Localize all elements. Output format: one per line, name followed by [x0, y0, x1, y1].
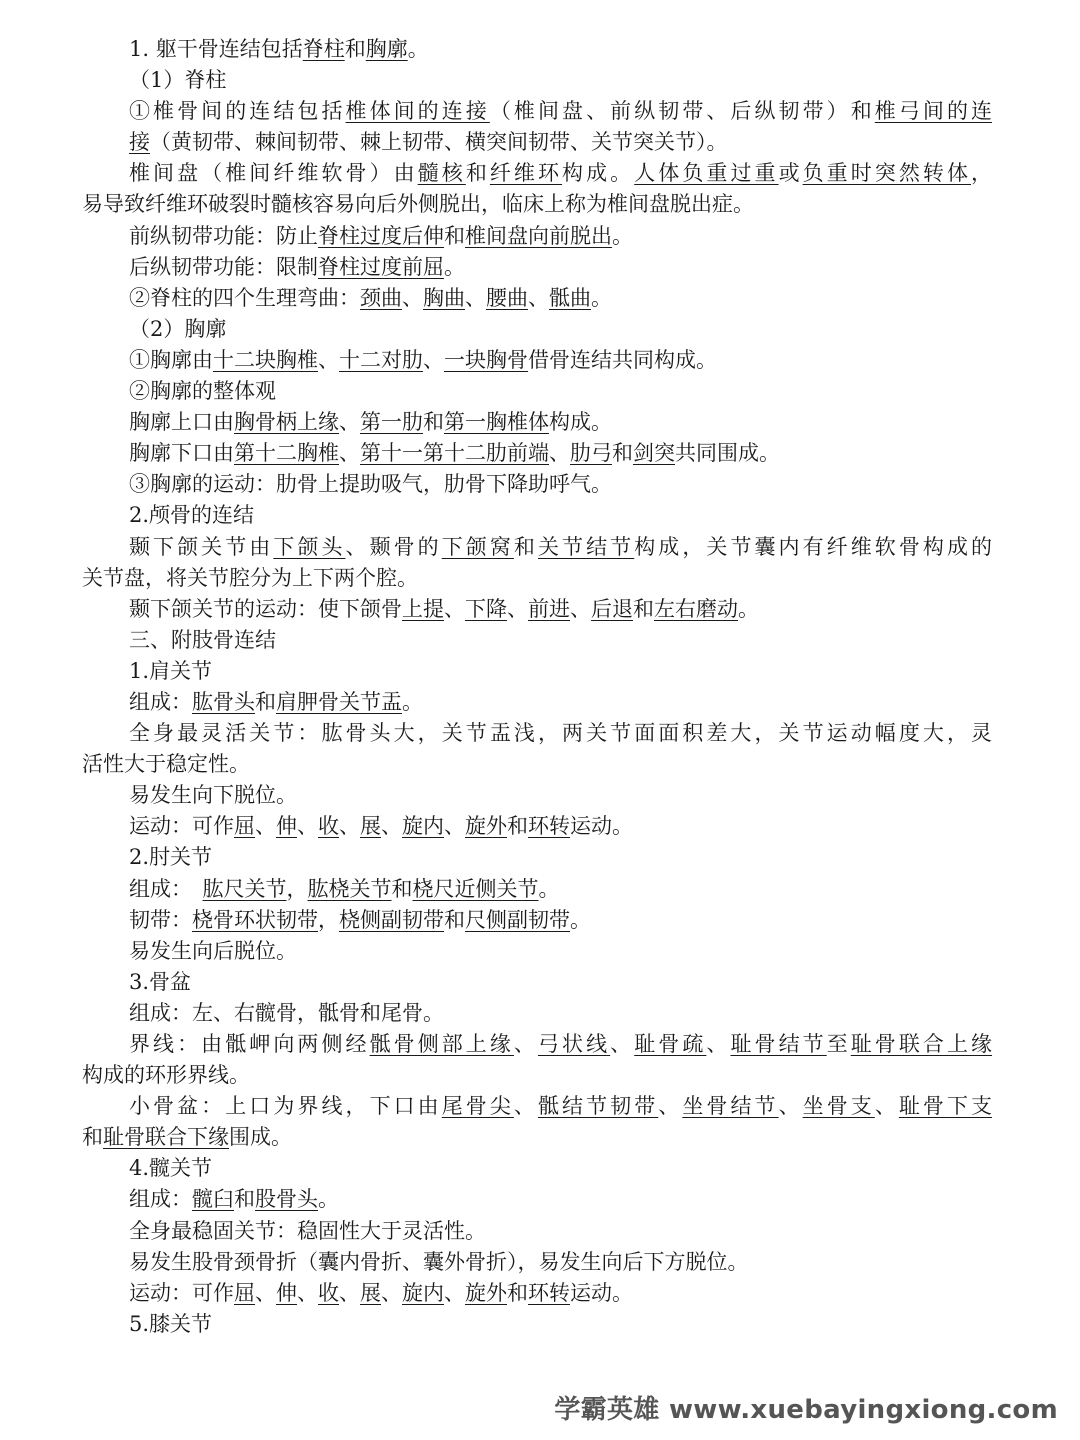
underlined-term: 旋内 [402, 814, 444, 839]
text-segment: 组成：左、右髋骨，骶骨和尾骨。 [129, 1000, 444, 1025]
text-segment: 易发生股骨颈骨折（囊内骨折、囊外骨折），易发生向后下方脱位。 [129, 1249, 749, 1274]
text-line [0, 158, 1080, 189]
underlined-term: 前进 [528, 596, 570, 621]
text-line [0, 376, 1080, 407]
text-line [0, 749, 1080, 780]
watermark-text: 学霸英雄 www.xuebayingxiong.com [554, 1395, 1058, 1425]
text-segment: 、 [874, 1094, 899, 1119]
text-line [0, 811, 1080, 842]
underlined-term: 桡骨环状韧带 [192, 907, 318, 932]
text-segment: 和 [465, 161, 490, 186]
text-segment: ①椎骨间的连结包括 [129, 99, 346, 124]
text-segment: 构成。 [549, 410, 612, 435]
text-line [0, 936, 1080, 967]
text-line [0, 469, 1080, 500]
text-segment: 。 [538, 876, 560, 901]
text-segment: 和 [633, 596, 654, 621]
underlined-term: 第十二胸椎 [234, 441, 339, 466]
underlined-term: 第一胸椎体 [444, 410, 549, 435]
text-segment: 关节盘，将关节腔分为上下两个腔。 [82, 565, 418, 590]
text-line [0, 1309, 1080, 1340]
text-segment: 后纵韧带功能：限制 [129, 254, 318, 279]
text-line [0, 65, 1080, 96]
text-segment: 和 [82, 1125, 103, 1150]
underlined-term: 尾骨尖 [441, 1094, 514, 1119]
text-segment: 组成： [129, 689, 192, 714]
underlined-term: 十二对肋 [339, 347, 423, 372]
underlined-term: 旋外 [465, 814, 507, 839]
underlined-term: 脊柱过度前屈 [318, 254, 444, 279]
text-segment: 、 [381, 814, 402, 839]
text-line [0, 96, 1080, 127]
text-line [0, 221, 1080, 252]
underlined-term: 下颌头 [273, 534, 346, 559]
text-segment: 、 [339, 441, 360, 466]
text-segment: 和 [444, 223, 465, 248]
text-line [0, 314, 1080, 345]
text-line [0, 1060, 1080, 1091]
text-segment: 、 [528, 285, 549, 310]
underlined-term: 椎间盘向前脱出 [465, 223, 612, 248]
text-segment: 前纵韧带功能：防止 [129, 223, 318, 248]
text-segment: 运动。 [570, 814, 633, 839]
text-segment: 至 [826, 1032, 851, 1056]
text-segment: 界线：由骶岬向两侧经 [129, 1032, 370, 1056]
text-line [0, 780, 1080, 811]
text-segment: 胸廓下口由 [129, 441, 234, 466]
text-segment: 运动：可作 [129, 1280, 234, 1305]
underlined-term: 椎体间的连接 [345, 99, 490, 124]
text-segment: 。 [318, 1187, 339, 1212]
text-segment: 2.肘关节 [129, 845, 213, 870]
text-segment: 、 [778, 1094, 803, 1119]
text-segment: ③胸廓的运动：肋骨上提助吸气，肋骨下降助呼气。 [129, 472, 612, 497]
text-segment: 、 [444, 1280, 465, 1305]
text-segment: 、 [465, 285, 486, 310]
text-segment: 1. 躯干骨连结包括 [129, 37, 303, 61]
text-segment: 、 [297, 1280, 318, 1305]
underlined-term: 后退 [591, 596, 633, 621]
underlined-term: 伸 [276, 814, 297, 839]
underlined-term: 耻骨下支 [898, 1094, 993, 1119]
text-segment: 易发生向下脱位。 [129, 783, 297, 808]
underlined-term: 耻骨疏 [634, 1032, 707, 1056]
text-segment: 椎间盘（椎间纤维软骨）由 [129, 161, 418, 186]
text-segment: 、 [339, 410, 360, 435]
underlined-term: 第一肋 [360, 410, 423, 435]
underlined-term: 肱桡关节 [307, 876, 392, 901]
underlined-term: 桡侧副韧带 [339, 907, 444, 932]
text-segment: 。 [444, 254, 465, 279]
text-segment: 韧带： [129, 907, 192, 932]
text-segment: 和 [507, 1280, 528, 1305]
underlined-term: 脊柱 [302, 37, 345, 61]
text-line [0, 500, 1080, 531]
text-segment: 易导致纤维环破裂时髓核容易向后外侧脱出，临床上称为椎间盘脱出症。 [82, 192, 754, 217]
underlined-term: 一块胸骨 [444, 347, 528, 372]
text-segment: 3.骨盆 [129, 969, 192, 994]
text-line [0, 345, 1080, 376]
underlined-term: 环转 [528, 1280, 570, 1305]
text-segment: 1.肩关节 [129, 658, 213, 683]
text-line [0, 656, 1080, 687]
text-segment: 。 [407, 37, 429, 61]
underlined-term: 骶曲 [549, 285, 591, 310]
underlined-term: 剑突 [633, 441, 675, 466]
text-segment: 、 [318, 347, 339, 372]
text-segment: 和 [344, 37, 366, 61]
text-segment: 围成。 [229, 1125, 292, 1150]
text-line [0, 905, 1080, 936]
text-segment: 、颞骨的 [345, 534, 442, 559]
text-line [0, 189, 1080, 220]
text-segment: 、 [381, 1280, 402, 1305]
text-segment: ， [971, 161, 993, 186]
text-line [0, 594, 1080, 625]
text-segment: 、 [255, 1280, 276, 1305]
text-segment: 和 [423, 410, 444, 435]
text-line [0, 687, 1080, 718]
text-segment: 易发生向后脱位。 [129, 938, 297, 963]
text-segment: （椎间盘、前纵韧带、后纵韧带）和 [489, 99, 875, 124]
underlined-term: 肋弓 [570, 441, 612, 466]
text-segment: 和 [234, 1187, 255, 1212]
text-line [0, 718, 1080, 749]
text-segment: 、 [255, 814, 276, 839]
text-line [0, 874, 1080, 905]
text-segment: 、 [339, 814, 360, 839]
underlined-term: 胸廓 [365, 37, 408, 61]
text-segment: 、 [507, 596, 528, 621]
underlined-term: 耻骨联合上缘 [850, 1032, 993, 1056]
underlined-term: 尺侧副韧带 [465, 907, 570, 932]
text-line [0, 998, 1080, 1029]
text-segment: 、 [513, 1094, 538, 1119]
text-segment: 活性大于稳定性。 [82, 752, 250, 777]
underlined-term: 第十一第十二肋前端 [360, 441, 549, 466]
underlined-term: 关节结节 [537, 534, 635, 559]
text-segment: 5.膝关节 [129, 1311, 213, 1336]
text-segment: （黄韧带、棘间韧带、棘上韧带、横突间韧带、关节突关节）。 [150, 130, 728, 155]
text-segment: 借骨连结共同构成。 [528, 347, 717, 372]
text-line [0, 1153, 1080, 1184]
text-segment: 、 [297, 814, 318, 839]
underlined-term: 收 [318, 1280, 339, 1305]
text-line [0, 625, 1080, 656]
text-segment: 、 [444, 596, 465, 621]
underlined-term: 伸 [276, 1280, 297, 1305]
underlined-term: 骶骨侧部上缘 [369, 1032, 514, 1056]
underlined-term: 肱尺关节 [202, 876, 287, 901]
text-segment: 和 [255, 689, 276, 714]
underlined-term: 屈 [234, 1280, 255, 1305]
text-segment: 、 [402, 285, 423, 310]
text-segment: 和 [513, 534, 538, 559]
underlined-term: 髋臼 [192, 1187, 234, 1212]
text-segment: 运动。 [570, 1280, 633, 1305]
text-line [0, 1247, 1080, 1278]
text-line [0, 563, 1080, 594]
text-segment: 、 [658, 1094, 683, 1119]
text-line [0, 407, 1080, 438]
text-segment: 和 [444, 907, 465, 932]
text-segment: （1）脊柱 [129, 68, 227, 93]
text-segment: 小骨盆：上口为界线，下口由 [129, 1094, 442, 1119]
underlined-term: 股骨头 [255, 1187, 318, 1212]
underlined-term: 旋内 [402, 1280, 444, 1305]
text-segment: ①胸廓由 [129, 347, 213, 372]
text-segment: 、 [570, 596, 591, 621]
text-line [0, 252, 1080, 283]
text-line [0, 34, 1080, 65]
text-segment: 、 [339, 1280, 360, 1305]
underlined-term: 收 [318, 814, 339, 839]
underlined-term: 上提 [402, 596, 444, 621]
text-segment: 构成的环形界线。 [82, 1063, 250, 1088]
text-segment: 、 [549, 441, 570, 466]
text-line [0, 438, 1080, 469]
document-body [0, 34, 1080, 1340]
underlined-term: 负重时突然转体 [802, 161, 972, 186]
underlined-term: 展 [360, 814, 381, 839]
underlined-term: 坐骨支 [802, 1094, 875, 1119]
underlined-term: 坐骨结节 [682, 1094, 779, 1119]
text-segment: 、 [444, 814, 465, 839]
text-segment: 全身最灵活关节：肱骨头大，关节盂浅，两关节面面积差大，关节运动幅度大，灵 [129, 721, 992, 746]
text-line [0, 283, 1080, 314]
underlined-term: 左右磨动 [654, 596, 738, 621]
text-segment: 。 [612, 223, 633, 248]
text-segment: 共同围成。 [675, 441, 780, 466]
underlined-term: 腰曲 [486, 285, 528, 310]
text-segment: ， [286, 876, 308, 901]
text-line [0, 1184, 1080, 1215]
text-line [0, 1029, 1080, 1060]
underlined-term: 下降 [465, 596, 507, 621]
text-segment: ， [318, 907, 339, 932]
text-segment: 胸廓上口由 [129, 410, 234, 435]
underlined-term: 屈 [234, 814, 255, 839]
text-segment: 组成： [129, 1187, 192, 1212]
text-segment: 。 [738, 596, 759, 621]
text-segment: 。 [591, 285, 612, 310]
text-segment: 2.颅骨的连结 [129, 503, 255, 528]
text-segment: 和 [612, 441, 633, 466]
underlined-term: 弓状线 [537, 1032, 611, 1056]
text-segment: 、 [610, 1032, 635, 1056]
underlined-term: 桡尺近侧关节 [412, 876, 539, 901]
underlined-term: 颈曲 [360, 285, 402, 310]
text-line [0, 127, 1080, 158]
underlined-term: 旋外 [465, 1280, 507, 1305]
text-segment: 和 [507, 814, 528, 839]
text-segment: 或 [778, 161, 803, 186]
text-segment: ②胸廓的整体观 [129, 379, 276, 404]
text-line [0, 1216, 1080, 1247]
text-segment: ②脊柱的四个生理弯曲： [129, 285, 360, 310]
text-line [0, 967, 1080, 998]
text-segment: 。 [570, 907, 591, 932]
text-line [0, 1122, 1080, 1153]
text-segment: 组成： [129, 876, 203, 901]
underlined-term: 下颌窝 [441, 534, 514, 559]
text-segment: 。 [402, 689, 423, 714]
underlined-term: 肩胛骨关节盂 [276, 689, 402, 714]
underlined-term: 接 [129, 130, 150, 155]
text-line [0, 842, 1080, 873]
underlined-term: 胸曲 [423, 285, 465, 310]
text-segment: 全身最稳固关节：稳固性大于灵活性。 [129, 1218, 486, 1243]
underlined-term: 纤维环 [489, 161, 563, 186]
text-segment: 和 [391, 876, 413, 901]
underlined-term: 髓核 [417, 161, 466, 186]
underlined-term: 耻骨结节 [730, 1032, 827, 1056]
text-segment: 颞下颌关节由 [129, 534, 274, 559]
underlined-term: 展 [360, 1280, 381, 1305]
underlined-term: 骶结节韧带 [537, 1094, 659, 1119]
underlined-term: 肱骨头 [192, 689, 255, 714]
text-line [0, 1278, 1080, 1309]
underlined-term: 胸骨柄上缘 [234, 410, 339, 435]
underlined-term: 人体负重过重 [634, 161, 779, 186]
underlined-term: 椎弓间的连 [874, 99, 993, 124]
underlined-term: 环转 [528, 814, 570, 839]
text-segment: 、 [423, 347, 444, 372]
text-segment: 颞下颌关节的运动：使下颌骨 [129, 596, 402, 621]
text-segment: （2）胸廓 [129, 316, 227, 341]
underlined-term: 脊柱过度后伸 [318, 223, 444, 248]
text-line [0, 1091, 1080, 1122]
text-segment: 4.髋关节 [129, 1156, 213, 1181]
text-segment: 构成。 [562, 161, 635, 186]
text-segment: 构成，关节囊内有纤维软骨构成的 [634, 534, 993, 559]
text-segment: 三、附肢骨连结 [129, 627, 276, 652]
underlined-term: 耻骨联合下缘 [103, 1125, 229, 1150]
text-segment: 、 [513, 1032, 538, 1056]
underlined-term: 十二块胸椎 [213, 347, 318, 372]
text-segment: 、 [706, 1032, 731, 1056]
text-line [0, 532, 1080, 563]
text-segment: 运动：可作 [129, 814, 234, 839]
